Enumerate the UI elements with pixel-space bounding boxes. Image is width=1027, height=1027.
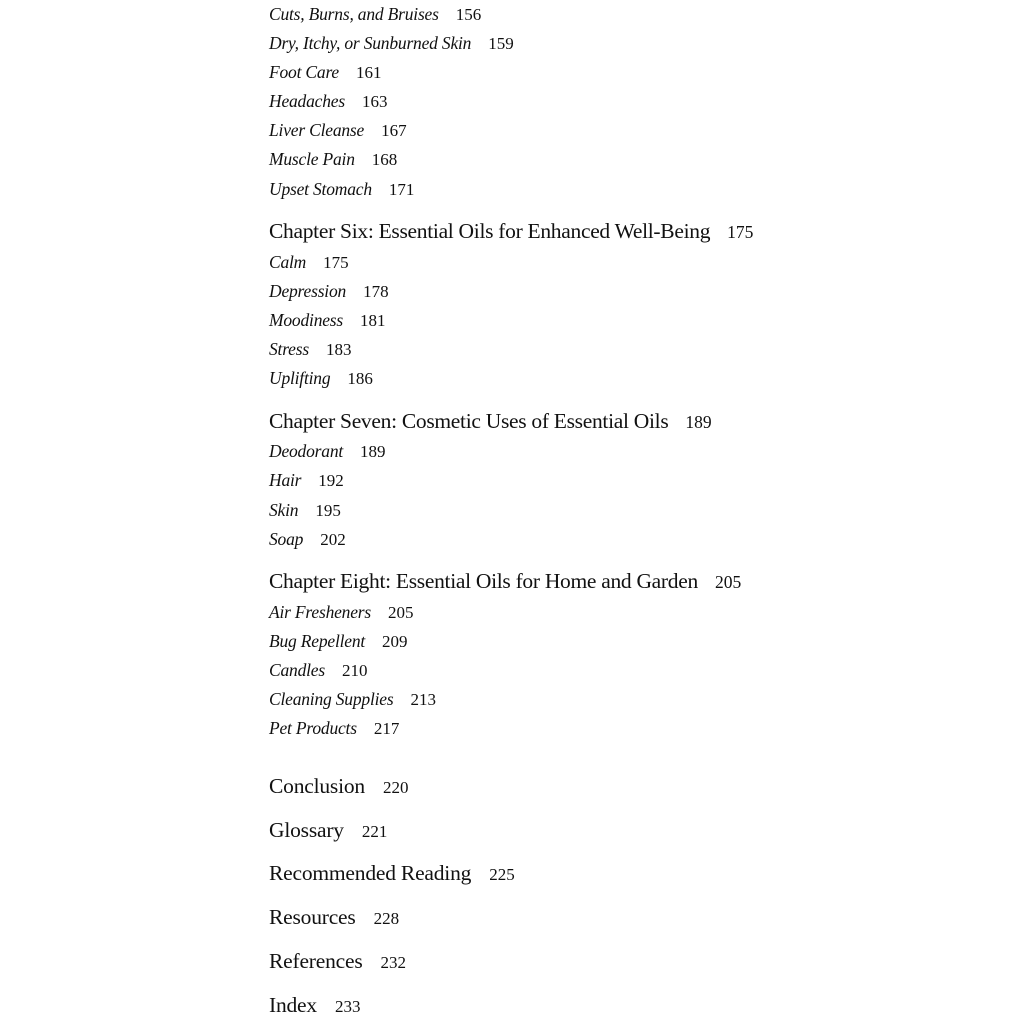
toc-entry-air-fresheners [269, 602, 414, 623]
toc-entry-candles [269, 660, 367, 681]
toc-references [269, 949, 406, 974]
toc-entry-cuts-burns-bruises [269, 4, 481, 25]
entry-title: Depression [269, 281, 347, 301]
toc-entry-skin [269, 500, 341, 521]
entry-page: 178 [363, 282, 389, 301]
entry-title: Deodorant [269, 441, 344, 461]
entry-title: Headaches [269, 91, 345, 111]
section-page: 233 [334, 997, 361, 1016]
section-title: Glossary [269, 818, 344, 842]
entry-page: 163 [361, 92, 388, 111]
entry-title: Stress [269, 339, 309, 359]
toc-recommended-reading [269, 861, 515, 886]
entry-page: 209 [382, 632, 408, 651]
toc-entry-headaches [269, 91, 387, 112]
entry-page: 217 [373, 719, 400, 738]
toc-resources [269, 905, 399, 930]
entry-title: Hair [269, 470, 302, 490]
entry-title: Muscle Pain [269, 149, 355, 169]
toc-entry-hair [269, 470, 344, 491]
toc-conclusion [269, 774, 408, 799]
chapter-title: Chapter Six: Essential Oils for Enhanced Well-Being [269, 219, 711, 243]
toc-entry-uplifting [269, 368, 373, 389]
entry-page: 205 [388, 603, 414, 622]
toc-entry-liver-cleanse [269, 120, 407, 141]
entry-page: 168 [371, 150, 398, 169]
toc-entry-foot-care [269, 62, 381, 83]
section-page: 225 [489, 865, 515, 884]
toc-entry-stress [269, 339, 351, 360]
entry-page: 156 [455, 5, 482, 24]
chapter-page: 205 [714, 572, 742, 592]
toc-chapter-seven [269, 409, 712, 434]
toc-entry-dry-skin [269, 33, 514, 54]
entry-page: 175 [323, 253, 349, 272]
toc-entry-deodorant [269, 441, 386, 462]
entry-title: Candles [269, 660, 325, 680]
entry-page: 192 [318, 471, 344, 490]
chapter-page: 189 [685, 412, 712, 432]
entry-title: Skin [269, 500, 299, 520]
section-title: Recommended Reading [269, 861, 472, 885]
section-title: Resources [269, 905, 356, 929]
toc-entry-moodiness [269, 310, 386, 331]
section-title: Index [269, 993, 317, 1017]
entry-title: Cuts, Burns, and Bruises [269, 4, 439, 24]
entry-title: Pet Products [269, 718, 357, 738]
entry-page: 213 [410, 690, 436, 709]
entry-page: 167 [381, 121, 407, 140]
entry-page: 202 [320, 530, 346, 549]
chapter-page: 175 [727, 222, 754, 242]
toc-chapter-six [269, 219, 753, 244]
chapter-title: Chapter Eight: Essential Oils for Home and Garden [269, 569, 698, 593]
toc-entry-calm [269, 252, 349, 273]
section-title: References [269, 949, 363, 973]
entry-title: Air Fresheners [269, 602, 372, 622]
entry-title: Calm [269, 252, 307, 272]
entry-title: Cleaning Supplies [269, 689, 394, 709]
toc-entry-depression [269, 281, 389, 302]
section-title: Conclusion [269, 774, 365, 798]
section-page: 221 [361, 822, 388, 841]
toc-entry-muscle-pain [269, 149, 397, 170]
toc-chapter-eight [269, 569, 741, 594]
section-page: 220 [382, 778, 409, 797]
entry-page: 171 [388, 180, 415, 199]
entry-title: Soap [269, 529, 304, 549]
entry-title: Upset Stomach [269, 179, 372, 199]
entry-page: 161 [355, 63, 382, 82]
entry-page: 195 [315, 501, 341, 520]
toc-entry-pet-products [269, 718, 399, 739]
section-page: 228 [373, 909, 400, 928]
entry-page: 159 [488, 34, 514, 53]
section-page: 232 [380, 953, 406, 972]
entry-title: Liver Cleanse [269, 120, 365, 140]
toc-entry-upset-stomach [269, 179, 414, 200]
entry-page: 181 [360, 311, 386, 330]
entry-title: Uplifting [269, 368, 331, 388]
entry-title: Moodiness [269, 310, 344, 330]
entry-page: 186 [347, 369, 373, 388]
toc-glossary [269, 818, 387, 843]
toc-entry-cleaning-supplies [269, 689, 436, 710]
entry-title: Foot Care [269, 62, 339, 82]
toc-index [269, 993, 360, 1018]
entry-page: 210 [341, 661, 368, 680]
entry-page: 183 [325, 340, 352, 359]
entry-page: 189 [360, 442, 386, 461]
toc-entry-soap [269, 529, 346, 550]
chapter-title: Chapter Seven: Cosmetic Uses of Essential Oils [269, 409, 669, 433]
toc-entry-bug-repellent [269, 631, 408, 652]
entry-title: Bug Repellent [269, 631, 366, 651]
entry-title: Dry, Itchy, or Sunburned Skin [269, 33, 472, 53]
